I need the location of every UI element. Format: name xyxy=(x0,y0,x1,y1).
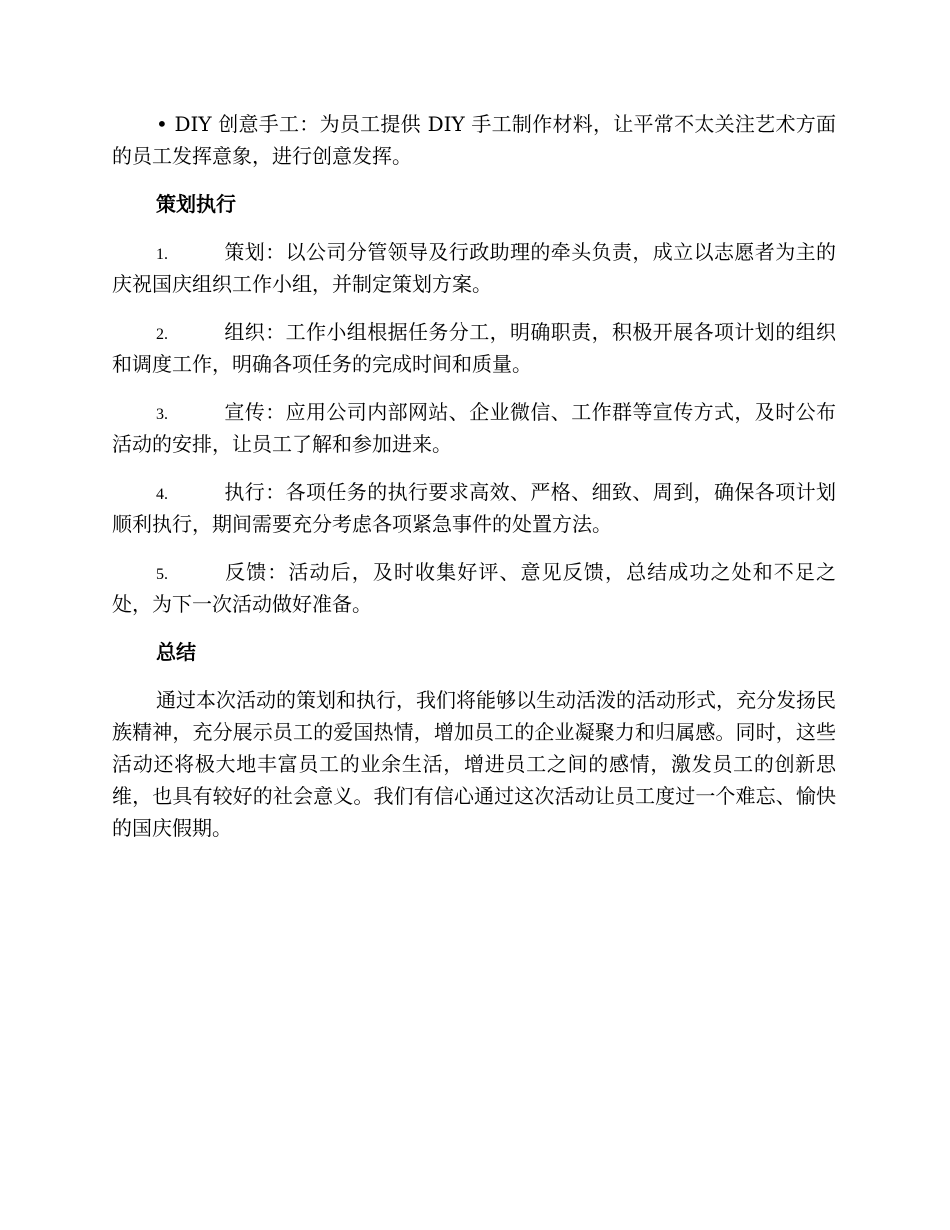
list-item-text: 执行：各项任务的执行要求高效、严格、细致、周到，确保各项计划顺利执行，期间需要充分考虑各项紧急事件的处置方法。 xyxy=(112,480,836,536)
list-item-number: 2. xyxy=(156,326,168,343)
bullet-text: DIY 创意手工：为员工提供 DIY 手工制作材料，让平常不太关注艺术方面的员工发挥意象，进行创意发挥。 xyxy=(112,112,836,168)
section-heading-planning: 策划执行 xyxy=(156,192,236,216)
list-item xyxy=(112,396,836,460)
summary-paragraph: 通过本次活动的策划和执行，我们将能够以生动活泼的活动形式，充分发扬民族精神，充分展示员工的爱国热情，增加员工的企业凝聚力和归属感。同时，这些活动还将极大地丰富员工的业余生活，增进员工之间的感情，激发员工的创新思维，也具有较好的社会意义。我们有信心通过这次活动让员工度过一个难忘、愉快的国庆假期。 xyxy=(112,688,836,840)
list-item-text: 宣传：应用公司内部网站、企业微信、工作群等宣传方式，及时公布活动的安排，让员工了解和参加进来。 xyxy=(112,400,836,456)
document-page xyxy=(112,108,836,844)
list-item-number: 3. xyxy=(156,406,168,423)
bullet-marker: • xyxy=(156,112,168,136)
list-item xyxy=(112,236,836,300)
list-item-number: 4. xyxy=(156,486,168,503)
list-item xyxy=(112,316,836,380)
list-item-number: 1. xyxy=(156,246,168,263)
list-item-text: 反馈：活动后，及时收集好评、意见反馈，总结成功之处和不足之处，为下一次活动做好准备。 xyxy=(112,560,836,616)
list-item-number: 5. xyxy=(156,566,168,583)
bullet-paragraph xyxy=(112,108,836,172)
section-heading-summary: 总结 xyxy=(156,640,196,664)
list-item xyxy=(112,476,836,540)
list-item xyxy=(112,556,836,620)
list-item-text: 组织：工作小组根据任务分工，明确职责，积极开展各项计划的组织和调度工作，明确各项任务的完成时间和质量。 xyxy=(112,320,836,376)
list-item-text: 策划：以公司分管领导及行政助理的牵头负责，成立以志愿者为主的庆祝国庆组织工作小组，并制定策划方案。 xyxy=(112,240,836,296)
